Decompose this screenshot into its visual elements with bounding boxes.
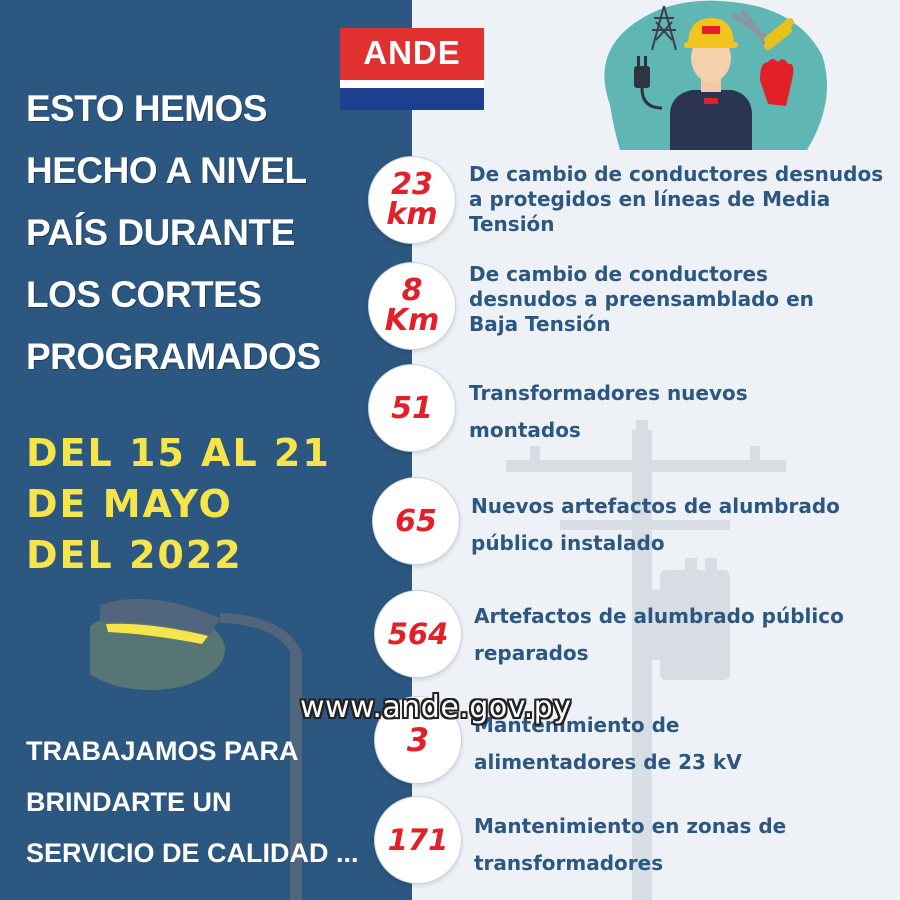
stat-value: 8 Km [384, 273, 440, 338]
headline [26, 78, 406, 388]
closing-message [26, 726, 359, 879]
closing-line: SERVICIO DE CALIDAD ... [26, 838, 359, 868]
closing-line: TRABAJAMOS PARA [26, 736, 299, 766]
date-line: DEL 2022 [26, 533, 243, 577]
stat-value-circle [368, 262, 456, 350]
headline-line: ESTO HEMOS [26, 88, 268, 129]
headline-line: PAÍS DURANTE [26, 212, 295, 253]
stat-value-circle [374, 590, 462, 678]
stat-value-circle [372, 477, 460, 565]
stat-description: Mantenimiento en zonas de transformadores [474, 814, 787, 875]
logo-white-band [340, 80, 484, 88]
stat-value: 564 [387, 617, 449, 651]
stat-value: 3 [406, 721, 430, 759]
logo-text: ANDE [363, 34, 461, 71]
stat-value: 65 [395, 503, 437, 539]
stat-description: De cambio de conductores desnudos a preensamblado en Baja Tensión [469, 262, 814, 336]
date-line: DEL 15 AL 21 [26, 431, 331, 475]
stat-value: 23 km [386, 167, 438, 232]
stat-value-circle [368, 364, 456, 452]
stat-description: Transformadores nuevos montados [469, 381, 748, 442]
logo-blue-band [340, 88, 484, 110]
headline-line: LOS CORTES [26, 274, 262, 315]
stat-value: 171 [387, 823, 449, 857]
stat-value-circle [374, 796, 462, 884]
date-range [26, 428, 331, 581]
stat-description: Nuevos artefactos de alumbrado público instalado [471, 494, 840, 555]
closing-line: BRINDARTE UN [26, 787, 232, 817]
stat-value-circle [368, 156, 456, 244]
stat-description: De cambio de conductores desnudos a protegidos en líneas de Media Tensión [469, 162, 884, 236]
stat-value: 51 [391, 390, 433, 426]
website-url[interactable]: www.ande.gov.py [300, 690, 572, 725]
date-line: DE MAYO [26, 482, 233, 526]
worker-illustration [592, 0, 832, 150]
headline-line: PROGRAMADOS [26, 336, 321, 377]
stat-description: Mantenimiento de alimentadores de 23 kV [474, 713, 742, 774]
ande-logo [340, 28, 484, 110]
headline-line: HECHO A NIVEL [26, 150, 307, 191]
stat-description: Artefactos de alumbrado público reparados [474, 604, 844, 665]
